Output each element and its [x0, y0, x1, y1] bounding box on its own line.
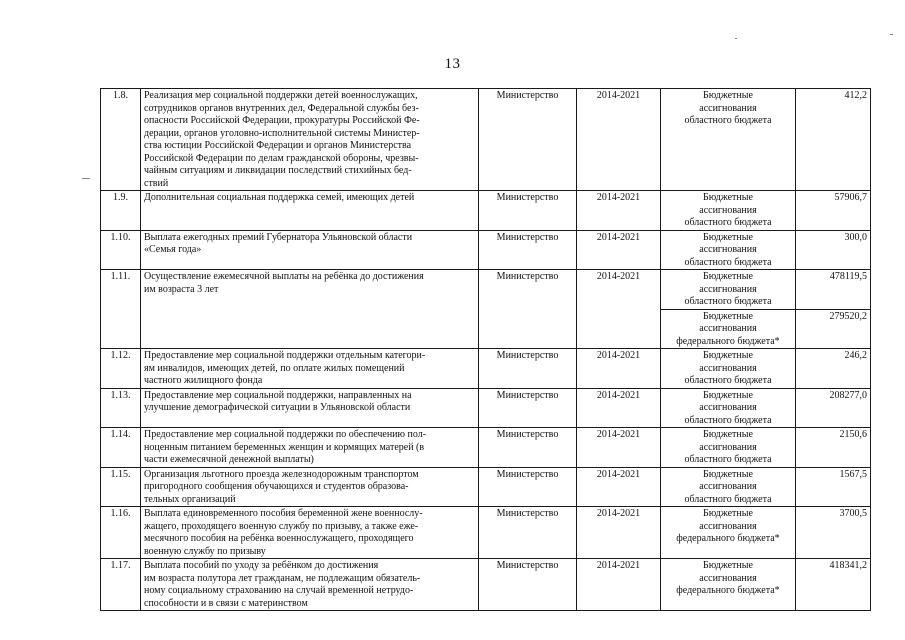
scan-speck [735, 38, 737, 39]
funding-source-line: Бюджетные [703, 271, 753, 282]
funding-amount: 57906,7 [796, 191, 871, 231]
measure-description [141, 428, 479, 468]
table-row [101, 467, 871, 507]
funding-source-line: ассигнования [699, 481, 757, 492]
funding-source-line: областного бюджета [684, 414, 772, 426]
measure-description-line: жащего, проходящего военную службу по призыву, а также еже- [144, 520, 419, 532]
funding-amount: 1567,5 [796, 467, 871, 507]
row-number: 1.14. [101, 428, 141, 468]
funding-source-line: федерального бюджета* [676, 335, 780, 347]
measure-description [141, 270, 479, 349]
funding-source-line: Бюджетные [703, 560, 753, 571]
measure-description-line: улучшение демографической ситуации в Ульяновской области [144, 402, 411, 413]
funding-source-line: ассигнования [699, 102, 757, 114]
executor: Министерство [479, 191, 577, 231]
period: 2014-2021 [577, 230, 661, 270]
table-row [101, 559, 871, 611]
measure-description-line: пригородного сообщения обучающихся и студентов образова- [144, 481, 409, 492]
funding-amount: 478119,5 [796, 270, 871, 310]
funding-amount: 412,2 [796, 89, 871, 191]
funding-source-line: ассигнования [699, 362, 757, 374]
measure-description-line: опасности Российской Федерации, прокуратуры Российской Фе- [144, 115, 420, 126]
page-number: 13 [444, 56, 461, 72]
funding-source [661, 559, 796, 611]
funding-source-line: Бюджетные [703, 468, 753, 480]
executor: Министерство [479, 507, 577, 559]
funding-source [661, 270, 796, 310]
measure-description-line: Осуществление ежемесячной выплаты на ребёнка до достижения [144, 271, 424, 282]
funding-source [661, 507, 796, 559]
table-row [101, 388, 871, 428]
executor: Министерство [479, 270, 577, 349]
funding-source-line: Бюджетные [703, 192, 753, 203]
funding-source [661, 428, 796, 468]
measure-description-line: Реализация мер социальной поддержки детей военнослужащих, [144, 90, 418, 101]
funding-source-line: ассигнования [699, 520, 757, 532]
funding-source-line: областного бюджета [684, 256, 772, 268]
funding-source-line: ассигнования [699, 441, 757, 453]
measure-description-line: способности и в связи с материнством [144, 597, 308, 609]
measure-description-line: Предоставление мер социальной поддержки, направленных на [144, 389, 412, 401]
funding-source-line: Бюджетные [703, 90, 753, 101]
funding-source-line: ассигнования [699, 204, 757, 216]
funding-source [661, 309, 796, 349]
row-number: 1.10. [101, 230, 141, 270]
measure-description [141, 388, 479, 428]
funding-amount: 246,2 [796, 349, 871, 389]
funding-source-line: областного бюджета [684, 493, 772, 505]
measure-description-line: военную службу по призыву [144, 545, 266, 557]
table-row [101, 507, 871, 559]
executor: Министерство [479, 89, 577, 191]
executor: Министерство [479, 349, 577, 389]
table-row [101, 230, 871, 270]
funding-source-line: областного бюджета [684, 296, 772, 307]
measure-description-line: Выплата единовременного пособия беременной жене военнослу- [144, 508, 423, 519]
measure-description-line: дерации, органов уголовно-исполнительной системы Министер- [144, 127, 420, 139]
row-number: 1.9. [101, 191, 141, 231]
funding-source-line: областного бюджета [684, 115, 772, 126]
measure-description-line: сотрудников органов внутренних дел, Федеральной службы без- [144, 102, 419, 114]
period: 2014-2021 [577, 191, 661, 231]
measure-description-line: ствий [144, 177, 169, 189]
period: 2014-2021 [577, 559, 661, 611]
funding-source-line: Бюджетные [703, 310, 753, 322]
measure-description-line: Выплата пособий по уходу за ребёнком до достижения [144, 560, 379, 571]
period: 2014-2021 [577, 428, 661, 468]
table-row [101, 191, 871, 231]
funding-source-line: федерального бюджета* [676, 533, 780, 544]
funding-amount: 300,0 [796, 230, 871, 270]
measure-description-line: тельных организаций [144, 493, 236, 505]
funding-source-line: федерального бюджета* [676, 585, 780, 596]
funding-source-line: ассигнования [699, 244, 757, 255]
executor: Министерство [479, 428, 577, 468]
funding-source-line: ассигнования [699, 323, 757, 334]
measure-description [141, 191, 479, 231]
row-number: 1.16. [101, 507, 141, 559]
funding-source-line: ассигнования [699, 572, 757, 584]
table-row [101, 270, 871, 310]
table-row [101, 428, 871, 468]
row-number: 1.12. [101, 349, 141, 389]
measure-description-line: чайным ситуациям и ликвидации последствий стихийных бед- [144, 165, 412, 176]
executor: Министерство [479, 230, 577, 270]
measure-description-line: ства юстиции Российской Федерации и органов Министерства [144, 140, 412, 151]
funding-source-line: областного бюджета [684, 375, 772, 386]
measure-description-line: части ежемесячной денежной выплаты) [144, 454, 314, 465]
period: 2014-2021 [577, 270, 661, 349]
row-number: 1.13. [101, 388, 141, 428]
period: 2014-2021 [577, 507, 661, 559]
measure-description [141, 507, 479, 559]
funding-source-line: Бюджетные [703, 350, 753, 361]
program-measures-table [100, 88, 871, 611]
measure-description-line: им возраста полутора лет гражданам, не подлежащим обязатель- [144, 572, 421, 584]
funding-source-line: Бюджетные [703, 231, 753, 243]
funding-source-line: Бюджетные [703, 389, 753, 401]
row-number: 1.8. [101, 89, 141, 191]
measure-description-line: Предоставление мер социальной поддержки отдельным категори- [144, 350, 426, 361]
funding-amount: 208277,0 [796, 388, 871, 428]
executor: Министерство [479, 388, 577, 428]
measure-description-line: месячного пособия на ребёнка военнослужащего, проходящего [144, 533, 414, 544]
measure-description [141, 559, 479, 611]
funding-amount: 3700,5 [796, 507, 871, 559]
measure-description-line: Предоставление мер социальной поддержки по обеспечению пол- [144, 429, 427, 440]
measure-description-line: ям инвалидов, имеющих детей, по оплате жилых помещений [144, 362, 405, 374]
period: 2014-2021 [577, 89, 661, 191]
measure-description [141, 467, 479, 507]
measure-description-line: ному социальному страхованию на случай временной нетрудо- [144, 585, 414, 596]
funding-source [661, 89, 796, 191]
measure-description-line: частного жилищного фонда [144, 375, 263, 386]
funding-source [661, 349, 796, 389]
measure-description-line: ноценным питанием беременных женщин и кормящих матерей (в [144, 441, 425, 453]
measure-description-line: Российской Федерации по делам гражданской обороны, чрезвы- [144, 152, 419, 164]
funding-source-line: областного бюджета [684, 217, 772, 228]
measure-description [141, 349, 479, 389]
row-number: 1.17. [101, 559, 141, 611]
row-number: 1.15. [101, 467, 141, 507]
executor: Министерство [479, 467, 577, 507]
measure-description [141, 230, 479, 270]
measure-description-line: «Семья года» [144, 244, 202, 255]
measure-description-line: Организация льготного проезда железнодорожным транспортом [144, 468, 419, 480]
measure-description [141, 89, 479, 191]
funding-source-line: ассигнования [699, 402, 757, 413]
measure-description-line: Дополнительная социальная поддержка семей, имеющих детей [144, 192, 415, 203]
funding-amount: 418341,2 [796, 559, 871, 611]
funding-source-line: Бюджетные [703, 429, 753, 440]
funding-source [661, 230, 796, 270]
row-number: 1.11. [101, 270, 141, 349]
period: 2014-2021 [577, 467, 661, 507]
table-row [101, 89, 871, 191]
period: 2014-2021 [577, 349, 661, 389]
funding-amount: 279520,2 [796, 309, 871, 349]
funding-source [661, 191, 796, 231]
funding-source [661, 467, 796, 507]
table-row [101, 349, 871, 389]
funding-source [661, 388, 796, 428]
funding-source-line: областного бюджета [684, 454, 772, 465]
funding-source-line: ассигнования [699, 283, 757, 295]
funding-amount: 2150,6 [796, 428, 871, 468]
executor: Министерство [479, 559, 577, 611]
scan-speck [890, 34, 893, 35]
scan-speck [82, 178, 90, 179]
funding-source-line: Бюджетные [703, 508, 753, 519]
period: 2014-2021 [577, 388, 661, 428]
measure-description-line: Выплата ежегодных премий Губернатора Ульяновской области [144, 231, 413, 243]
measure-description-line: им возраста 3 лет [144, 283, 219, 295]
